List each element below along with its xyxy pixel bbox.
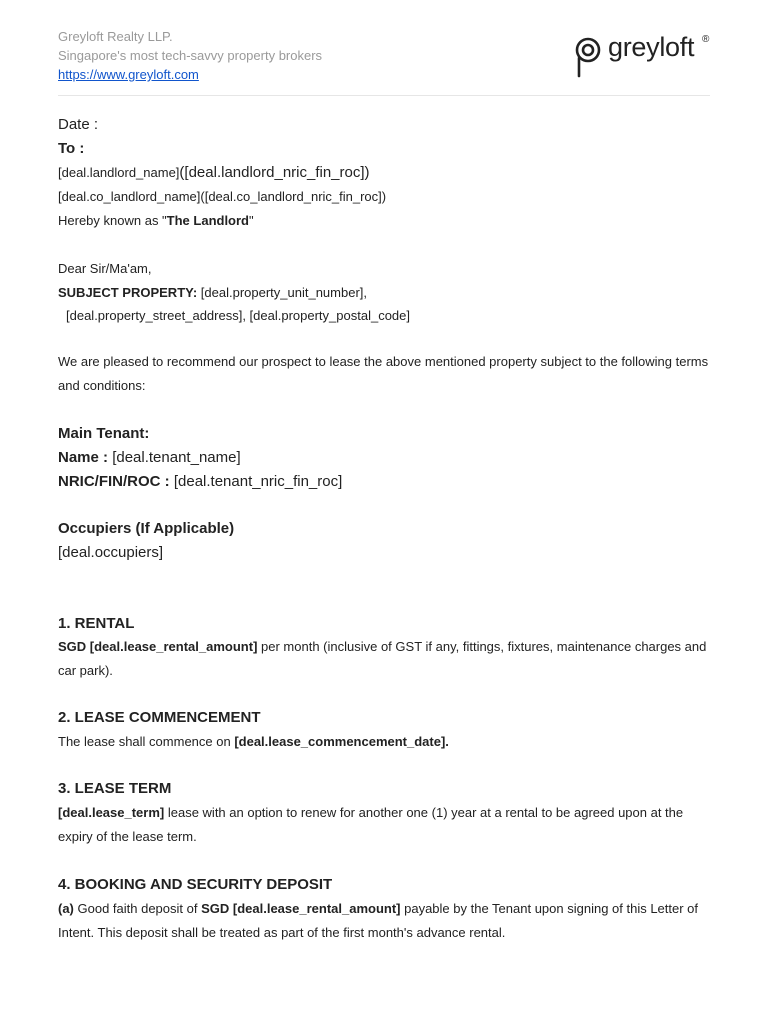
subject-address: [deal.property_street_address], [deal.property_postal_code] [66,308,410,323]
company-website-link[interactable]: https://www.greyloft.com [58,67,199,82]
co-landlord-name: [deal.co_landlord_name] [58,189,201,204]
tenant-nric-value: [deal.tenant_nric_fin_roc] [169,473,343,490]
landlord-nric: ([deal.landlord_nric_fin_roc]) [179,164,370,181]
known-as-suffix: " [249,213,254,228]
tenant-name-line [58,449,241,466]
lease-term-heading: 3. LEASE TERM [58,780,172,797]
rental-text: per month (inclusive of GST if any, fittings, fixtures, maintenance charges and car park). [58,639,707,678]
rental-amount: SGD [deal.lease_rental_amount] [58,639,258,654]
rental-heading: 1. RENTAL [58,615,135,632]
deposit-paragraph [58,897,718,945]
to-label: To : [58,140,85,157]
deposit-heading: 4. BOOKING AND SECURITY DEPOSIT [58,876,333,893]
commencement-heading: 2. LEASE COMMENCEMENT [58,709,261,726]
tenant-name-label: Name : [58,449,109,466]
company-name: Greyloft Realty LLP. [58,29,173,44]
date-label: Date : [58,116,99,133]
subject-unit: [deal.property_unit_number], [197,285,367,300]
landlord-name: [deal.landlord_name] [58,165,180,180]
deposit-item-label: (a) [58,901,74,916]
lease-term-paragraph [58,801,718,849]
deposit-text-2: payable by the Tenant upon signing of this Letter of Intent. This deposit shall be treated as part of the first month's advance rental. [58,901,699,940]
rental-paragraph [58,635,718,683]
known-as-line [58,213,254,228]
tenant-nric-line [58,473,342,490]
tenant-name-value: [deal.tenant_name] [108,449,241,466]
subject-label: SUBJECT PROPERTY: [58,285,198,300]
commencement-paragraph [58,730,718,754]
subject-line [58,285,367,300]
registered-mark: ® [702,34,710,45]
lease-term-text: lease with an option to renew for another one (1) year at a rental to be agreed upon at the expiry of the lease term. [58,805,684,844]
commencement-date: [deal.lease_commencement_date]. [234,734,449,749]
logo-wordmark: greyloft [608,32,695,62]
greyloft-logo [574,34,714,80]
co-landlord-nric: ([deal.co_landlord_nric_fin_roc]) [200,189,387,204]
commencement-text: The lease shall commence on [58,734,235,749]
main-tenant-heading: Main Tenant: [58,425,150,442]
landlord-line [58,164,370,182]
deposit-amount: SGD [deal.lease_rental_amount] [201,901,401,916]
tenant-nric-label: NRIC/FIN/ROC : [58,473,170,490]
header-divider [58,95,710,96]
co-landlord-line [58,189,386,204]
location-pin-icon [574,34,606,80]
greeting: Dear Sir/Ma'am, [58,261,152,276]
intro-paragraph: We are pleased to recommend our prospect to lease the above mentioned property subject to the following terms and conditions: [58,354,709,393]
letterhead [58,27,322,84]
lease-term-value: [deal.lease_term] [58,805,165,820]
deposit-text-1: Good faith deposit of [73,901,202,916]
known-as-prefix: Hereby known as " [58,213,167,228]
occupiers-heading: Occupiers (If Applicable) [58,520,235,537]
occupiers-value: [deal.occupiers] [58,544,164,561]
company-tagline: Singapore's most tech-savvy property brokers [58,48,323,63]
known-as-term: The Landlord [166,213,250,228]
